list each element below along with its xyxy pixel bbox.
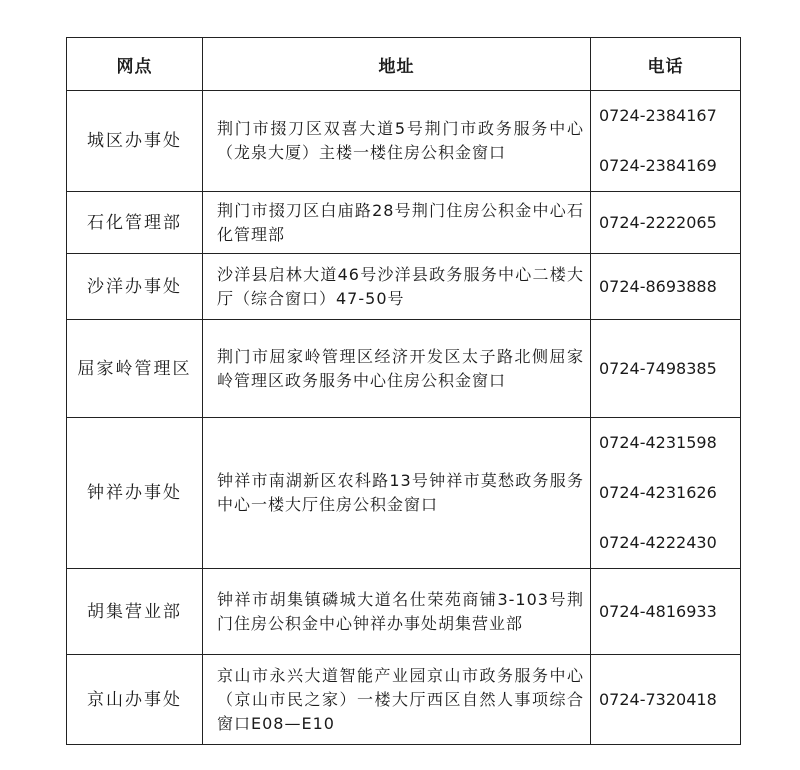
phone-number: 0724-4222430 [599,533,717,552]
site-name: 城区办事处 [67,91,203,192]
site-name: 胡集营业部 [67,569,203,655]
phone-cell [591,655,741,745]
phone-number: 0724-7320418 [599,689,717,709]
site-name: 屈家岭管理区 [67,320,203,418]
service-points-table [66,37,741,745]
site-address: 沙洋县启林大道46号沙洋县政务服务中心二楼大厅（综合窗口）47-50号 [203,254,591,320]
header-row [67,38,741,91]
site-name: 石化管理部 [67,192,203,254]
site-address: 钟祥市南湖新区农科路13号钟祥市莫愁政务服务中心一楼大厅住房公积金窗口 [203,418,591,569]
table-row [67,655,741,745]
phone-number: 0724-2222065 [599,212,717,232]
phone-number: 0724-7498385 [599,358,717,378]
site-address: 京山市永兴大道智能产业园京山市政务服务中心（京山市民之家）一楼大厅西区自然人事项综合窗口E08—E10 [203,655,591,745]
site-address: 荆门市屈家岭管理区经济开发区太子路北侧屈家岭管理区政务服务中心住房公积金窗口 [203,320,591,418]
phone-cell [591,418,741,569]
phone-cell [591,192,741,254]
table-row [67,418,741,569]
table-row [67,192,741,254]
site-name: 沙洋办事处 [67,254,203,320]
phone-cell [591,569,741,655]
table-row [67,91,741,192]
header-site: 网点 [67,38,203,91]
phone-number: 0724-2384169 [599,156,717,175]
site-name: 钟祥办事处 [67,418,203,569]
header-phone: 电话 [591,38,741,91]
phone-number: 0724-4231626 [599,483,717,502]
phone-cell [591,254,741,320]
site-address: 荆门市掇刀区白庙路28号荆门住房公积金中心石化管理部 [203,192,591,254]
table-row [67,254,741,320]
table-row [67,320,741,418]
header-address: 地址 [203,38,591,91]
phone-cell [591,91,741,192]
table-row [67,569,741,655]
phone-number: 0724-8693888 [599,276,717,296]
phone-cell [591,320,741,418]
phone-number: 0724-4816933 [599,601,717,621]
phone-number: 0724-2384167 [599,106,717,125]
site-address: 钟祥市胡集镇磷城大道名仕荣苑商铺3-103号荆门住房公积金中心钟祥办事处胡集营业部 [203,569,591,655]
site-name: 京山办事处 [67,655,203,745]
phone-number: 0724-4231598 [599,433,717,452]
site-address: 荆门市掇刀区双喜大道5号荆门市政务服务中心（龙泉大厦）主楼一楼住房公积金窗口 [203,91,591,192]
